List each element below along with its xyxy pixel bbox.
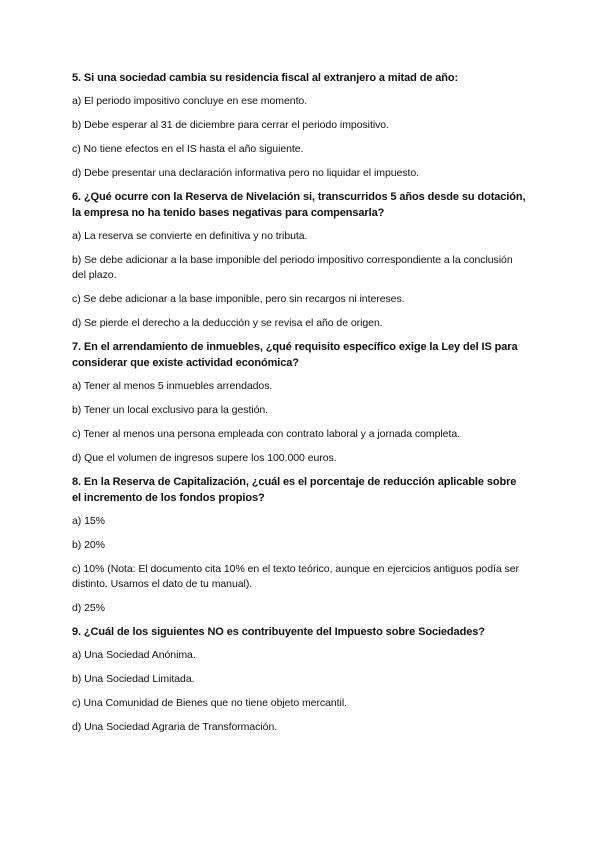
- question-9-option-a: a) Una Sociedad Anónima.: [72, 649, 196, 661]
- question-7-option-a: a) Tener al menos 5 inmuebles arrendados.: [72, 380, 273, 392]
- question-5-option-b: b) Debe esperar al 31 de diciembre para cerrar el periodo impositivo.: [72, 119, 389, 131]
- question-8-option-b: b) 20%: [72, 539, 105, 551]
- question-6-option-c: c) Se debe adicionar a la base imponible, pero sin recargos ni intereses.: [72, 293, 405, 305]
- question-7-option-c: c) Tener al menos una persona empleada con contrato laboral y a jornada completa.: [72, 428, 460, 440]
- question-8-option-c: c) 10% (Nota: El documento cita 10% en el texto teórico, aunque en ejercicios antiguos podía ser distinto. Usamos el dato de tu manual).: [72, 563, 519, 590]
- question-6-option-b: b) Se debe adicionar a la base imponible del periodo impositivo correspondiente a la conclusión del plazo.: [72, 254, 513, 281]
- question-list: [72, 70, 528, 743]
- question-block-7: [72, 339, 528, 466]
- question-6-option-a: a) La reserva se convierte en definitiva y no tributa.: [72, 230, 308, 242]
- question-5-option-c: c) No tiene efectos en el IS hasta el año siguiente.: [72, 143, 304, 155]
- question-9-option-d: d) Una Sociedad Agraria de Transformación.: [72, 721, 278, 733]
- question-6-option-d: d) Se pierde el derecho a la deducción y se revisa el año de origen.: [72, 317, 383, 329]
- question-5-option-d: d) Debe presentar una declaración informativa pero no liquidar el impuesto.: [72, 167, 420, 179]
- question-7-option-b: b) Tener un local exclusivo para la gestión.: [72, 404, 269, 416]
- question-9-text: 9. ¿Cuál de los siguientes NO es contribuyente del Impuesto sobre Sociedades?: [72, 626, 485, 638]
- question-7-option-d: d) Que el volumen de ingresos supere los 100.000 euros.: [72, 452, 337, 464]
- question-block-9: [72, 624, 528, 735]
- question-5-text: 5. Si una sociedad cambia su residencia fiscal al extranjero a mitad de año:: [72, 72, 459, 84]
- question-6-text: 6. ¿Qué ocurre con la Reserva de Nivelación si, transcurridos 5 años desde su dotación, la empresa no ha tenido bases negativas para compensarla?: [72, 191, 526, 219]
- question-block-5: [72, 70, 528, 181]
- question-8-option-a: a) 15%: [72, 515, 105, 527]
- question-7-text: 7. En el arrendamiento de inmuebles, ¿qué requisito específico exige la Ley del IS para considerar que existe actividad económica?: [72, 341, 518, 369]
- question-block-8: [72, 474, 528, 616]
- question-9-option-b: b) Una Sociedad Limitada.: [72, 673, 195, 685]
- question-8-option-d: d) 25%: [72, 602, 105, 614]
- question-5-option-a: a) El periodo impositivo concluye en ese momento.: [72, 95, 308, 107]
- question-8-text: 8. En la Reserva de Capitalización, ¿cuál es el porcentaje de reducción aplicable sobre el incremento de los fondos propios?: [72, 476, 517, 504]
- question-block-6: [72, 189, 528, 331]
- question-9-option-c: c) Una Comunidad de Bienes que no tiene objeto mercantil.: [72, 697, 347, 709]
